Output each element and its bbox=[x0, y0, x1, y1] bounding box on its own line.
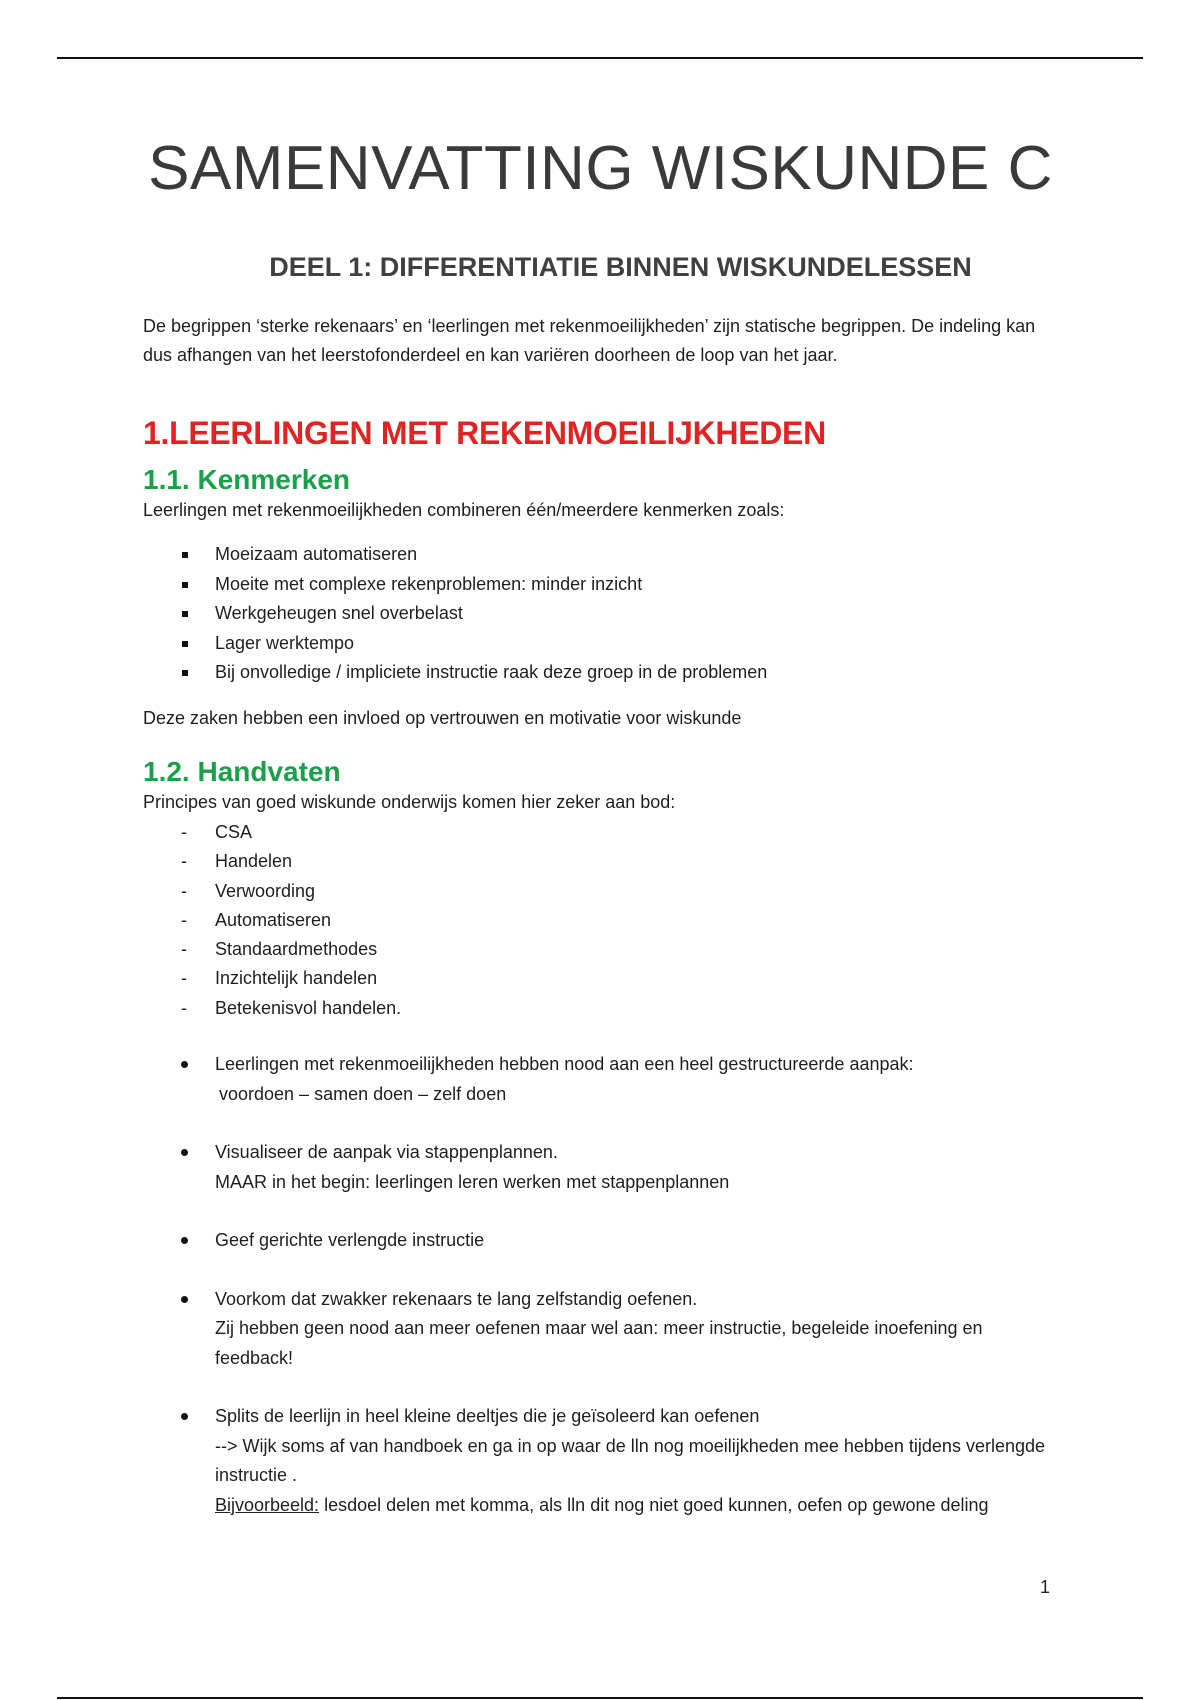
bullet-line: Zij hebben geen nood aan meer oefenen maar wel aan: meer instructie, begeleide inoefening en feedback! bbox=[215, 1318, 983, 1368]
principles-list bbox=[143, 818, 401, 1023]
kenmerken-list bbox=[143, 540, 767, 688]
bullet-line: Voorkom dat zwakker rekenaars te lang zelfstandig oefenen. bbox=[215, 1288, 698, 1309]
bottom-rule bbox=[57, 1697, 1143, 1699]
list-item bbox=[143, 1138, 1058, 1197]
subsection-heading-kenmerken: 1.1. Kenmerken bbox=[143, 464, 350, 495]
list-item: Werkgeheugen snel overbelast bbox=[143, 599, 767, 629]
bullet-line: Geef gerichte verlengde instructie bbox=[215, 1230, 485, 1250]
example-text: lesdoel delen met komma, als lln dit nog niet goed kunnen, oefen op gewone deling bbox=[319, 1494, 989, 1515]
list-item: - Standaardmethodes bbox=[143, 935, 401, 964]
list-item: - Verwoording bbox=[143, 877, 401, 906]
bullet-line: Splits de leerlijn in heel kleine deeltjes die je geïsoleerd kan oefenen bbox=[215, 1406, 760, 1426]
list-item: - Betekenisvol handelen. bbox=[143, 994, 401, 1023]
kenmerken-outro: Deze zaken hebben een invloed op vertrouwen en motivatie voor wiskunde bbox=[143, 708, 742, 728]
subsection-heading-handvaten: 1.2. Handvaten bbox=[143, 756, 341, 787]
top-rule bbox=[57, 57, 1143, 59]
bullet-line: Leerlingen met rekenmoeilijkheden hebben nood aan een heel gestructureerde aanpak: bbox=[215, 1054, 914, 1074]
section-heading-1: 1.LEERLINGEN MET REKENMOEILIJKHEDEN bbox=[143, 415, 826, 451]
list-item bbox=[143, 1402, 1058, 1520]
list-item: Lager werktempo bbox=[143, 629, 767, 659]
bullet-line: voordoen – samen doen – zelf doen bbox=[219, 1083, 507, 1104]
list-item: - Automatiseren bbox=[143, 906, 401, 935]
list-item: - Handelen bbox=[143, 847, 401, 876]
example-label: Bijvoorbeeld: bbox=[215, 1494, 320, 1515]
page-number: 1 bbox=[1040, 1577, 1051, 1597]
document-subtitle: DEEL 1: DIFFERENTIATIE BINNEN WISKUNDELESSEN bbox=[269, 252, 972, 282]
list-item: Moeizaam automatiseren bbox=[143, 540, 767, 570]
intro-paragraph: De begrippen ‘sterke rekenaars’ en ‘leerlingen met rekenmoeilijkheden’ zijn statische begrippen. De indeling kan dus afhangen van het leerstofonderdeel en kan variëren doorheen de loop van het jaar. bbox=[143, 316, 1036, 365]
handvaten-bullets bbox=[143, 1050, 1058, 1549]
list-item bbox=[143, 1050, 1058, 1109]
list-item bbox=[143, 1285, 1058, 1374]
bullet-line: --> Wijk soms af van handboek en ga in op waar de lln nog moeilijkheden mee hebben tijdens verlengde instructie . bbox=[215, 1435, 1046, 1485]
handvaten-intro: Principes van goed wiskunde onderwijs komen hier zeker aan bod: bbox=[143, 792, 676, 812]
list-item bbox=[143, 1226, 1058, 1256]
kenmerken-intro: Leerlingen met rekenmoeilijkheden combineren één/meerdere kenmerken zoals: bbox=[143, 500, 785, 520]
document-title: SAMENVATTING WISKUNDE C bbox=[148, 134, 1053, 203]
list-item: - Inzichtelijk handelen bbox=[143, 964, 401, 993]
list-item: - CSA bbox=[143, 818, 401, 847]
list-item: Bij onvolledige / impliciete instructie raak deze groep in de problemen bbox=[143, 658, 767, 688]
bullet-line: MAAR in het begin: leerlingen leren werken met stappenplannen bbox=[215, 1171, 730, 1192]
example-line bbox=[215, 1491, 1058, 1521]
list-item: Moeite met complexe rekenproblemen: minder inzicht bbox=[143, 570, 767, 600]
bullet-line: Visualiseer de aanpak via stappenplannen. bbox=[215, 1142, 558, 1162]
